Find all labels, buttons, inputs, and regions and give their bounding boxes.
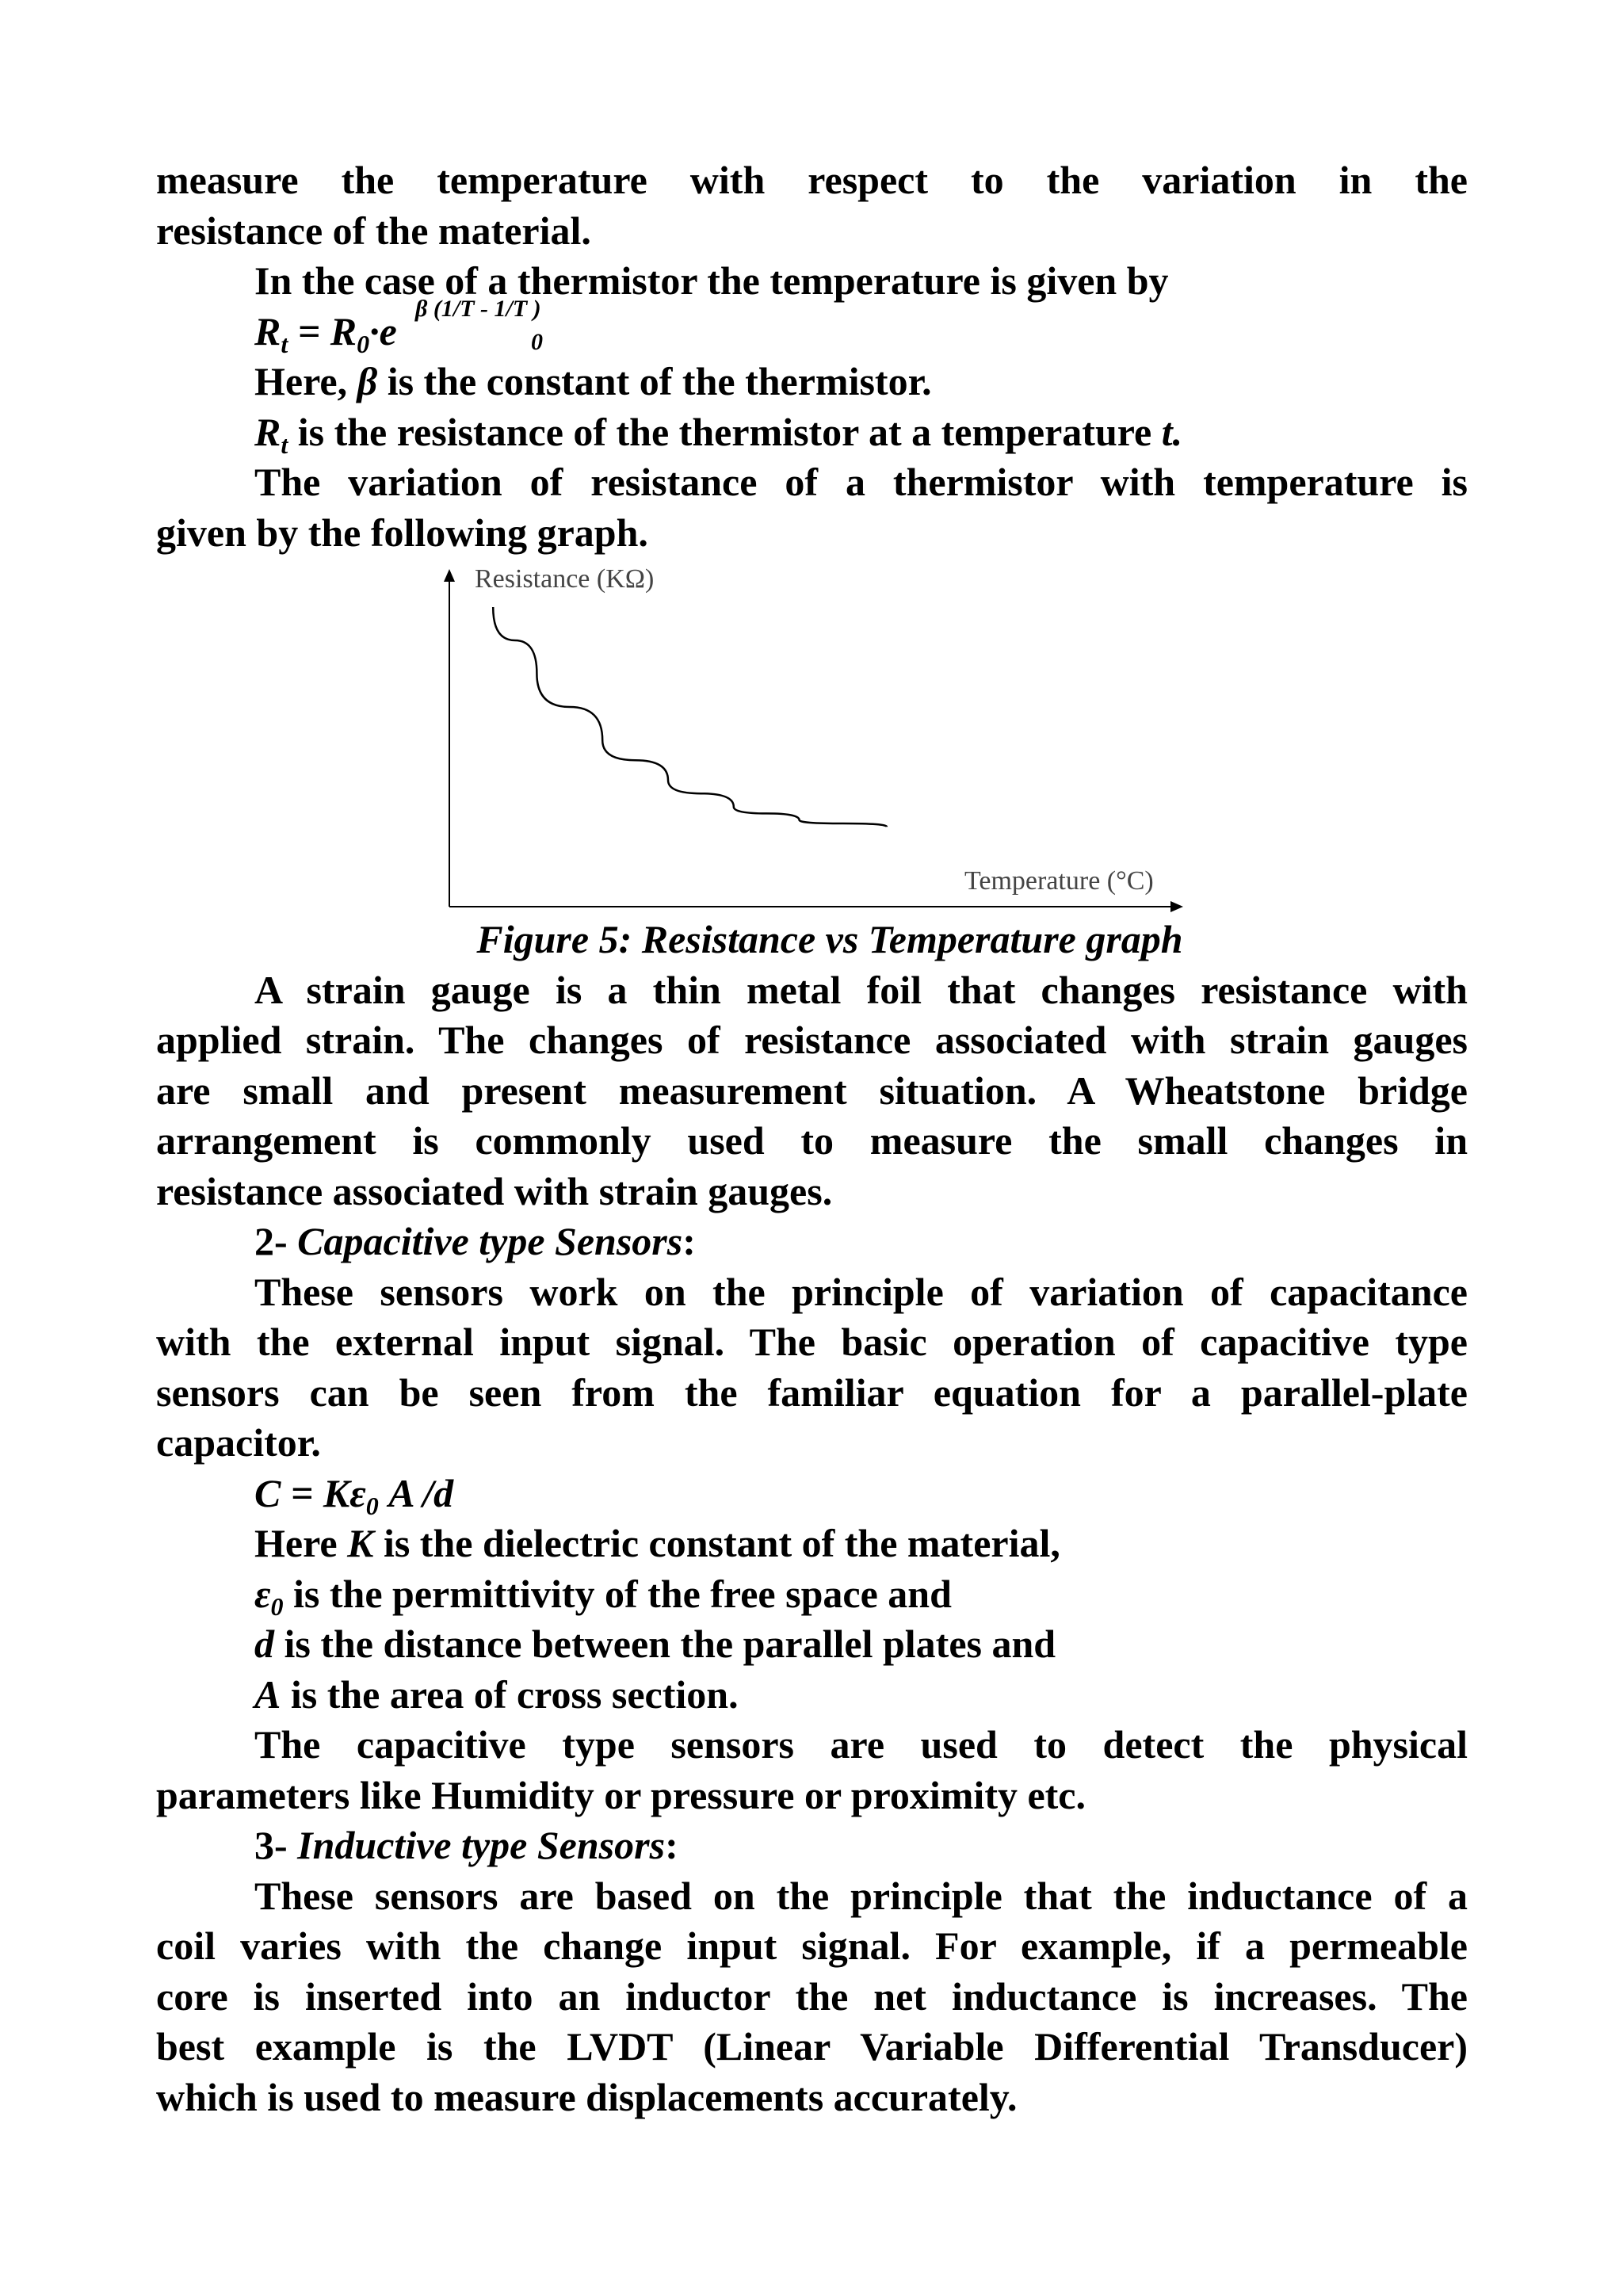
capacitive-use-line-2: parameters like Humidity or pressure or proximity etc. (156, 1772, 1086, 1817)
capacitive-line-1: These sensors work on the principle of variation of capacitance (254, 1269, 1468, 1314)
resistance-temperature-figure (156, 558, 1468, 915)
capacitance-formula-sub: 0 (365, 1491, 379, 1520)
figure-caption: Figure 5: Resistance vs Temperature graph (476, 917, 1183, 961)
capacitive-heading-number: 2- (254, 1219, 298, 1263)
y-axis-arrow-icon (444, 569, 455, 582)
strain-line-4: arrangement is commonly used to measure the small changes in (156, 1118, 1468, 1163)
capacitance-formula-a: C = Kε (254, 1470, 366, 1515)
eps-definition (156, 1569, 1468, 1620)
k-symbol: K (347, 1521, 374, 1565)
a-text: is the area of cross section. (281, 1671, 739, 1717)
k-prefix: Here (254, 1521, 348, 1565)
thermistor-intro: In the case of a thermistor the temperature is given by (254, 258, 1169, 303)
rt-sub: t (281, 430, 288, 459)
beta-line (156, 357, 1468, 407)
resistance-curve (493, 607, 887, 827)
inductive-line-5: which is used to measure displacements accurately. (156, 2074, 1018, 2119)
inductive-line-4: best example is the LVDT (Linear Variable Differential Transducer) (156, 2024, 1468, 2069)
formula-r: R (254, 308, 281, 353)
formula-e: ·e (369, 308, 397, 353)
k-definition (156, 1519, 1468, 1569)
rt-text: is the resistance of the thermistor at a temperature (288, 409, 1162, 454)
intro-line-1: measure the temperature with respect to the variation in the (156, 158, 1468, 202)
formula-eq: = R (288, 308, 357, 353)
k-text: is the dielectric constant of the material, (373, 1521, 1060, 1565)
strain-line-2: applied strain. The changes of resistance associated with strain gauges (156, 1018, 1468, 1062)
formula-sub-t: t (281, 329, 288, 358)
capacitive-use-line-1: The capacitive type sensors are used to detect the physical (254, 1722, 1468, 1767)
d-definition (156, 1619, 1468, 1670)
a-symbol: A (254, 1671, 281, 1717)
formula-exponent-sub: 0 (531, 328, 543, 355)
inductive-line-1: These sensors are based on the principle that the inductance of a (254, 1873, 1468, 1918)
capacitive-line-4: capacitor. (156, 1420, 321, 1465)
capacitance-formula (156, 1469, 1468, 1519)
inductive-heading (156, 1820, 1468, 1871)
graph-intro-line-1: The variation of resistance of a thermistor with temperature is (254, 460, 1468, 504)
inductive-heading-colon: : (665, 1823, 678, 1867)
beta-prefix: Here, (254, 359, 357, 403)
capacitive-heading-title: Capacitive type Sensors (297, 1219, 683, 1263)
eps-symbol: ε (254, 1571, 271, 1616)
d-text: is the distance between the parallel plates and (274, 1622, 1056, 1666)
rt-symbol: R (254, 409, 281, 454)
y-axis-label: Resistance (KΩ) (475, 564, 655, 594)
document-page (156, 155, 1468, 2122)
capacitive-line-2: with the external input signal. The basic operation of capacitive type (156, 1320, 1468, 1364)
inductive-line-3: core is inserted into an inductor the net inductance is increases. The (156, 1973, 1468, 2019)
d-symbol: d (254, 1622, 274, 1666)
resistance-temperature-chart (418, 534, 1210, 915)
beta-text: is the constant of the thermistor. (377, 359, 932, 403)
capacitive-heading-colon: : (682, 1219, 696, 1263)
rt-line (156, 407, 1468, 458)
x-axis-arrow-icon (1170, 901, 1183, 912)
inductive-heading-number: 3- (254, 1823, 298, 1867)
a-definition (156, 1670, 1468, 1721)
strain-line-5: resistance associated with strain gauges. (156, 1168, 833, 1213)
intro-line-2: resistance of the material. (156, 208, 591, 253)
thermistor-formula (156, 295, 1468, 358)
inductive-line-2: coil varies with the change input signal. For example, if a permeable (156, 1924, 1468, 1968)
capacitive-line-3: sensors can be seen from the familiar equation for a parallel-plate (156, 1370, 1468, 1415)
capacitive-heading (156, 1217, 1468, 1267)
strain-line-1: A strain gauge is a thin metal foil that changes resistance with (254, 967, 1468, 1012)
formula-exponent: β (1/T - 1/T ) (415, 295, 541, 322)
strain-line-3: are small and present measurement situation. A Wheatstone bridge (156, 1068, 1468, 1113)
graph-intro-line-2: given by the following graph. (156, 510, 648, 555)
x-axis-label: Temperature (°C) (964, 866, 1154, 896)
inductive-heading-title: Inductive type Sensors (297, 1823, 666, 1867)
beta-symbol: β (357, 359, 378, 403)
capacitance-formula-b: A /d (378, 1470, 454, 1515)
formula-sub-0: 0 (357, 329, 370, 358)
rt-t: t. (1161, 409, 1183, 454)
eps-sub: 0 (270, 1591, 284, 1621)
eps-text: is the permittivity of the free space and (283, 1571, 952, 1616)
